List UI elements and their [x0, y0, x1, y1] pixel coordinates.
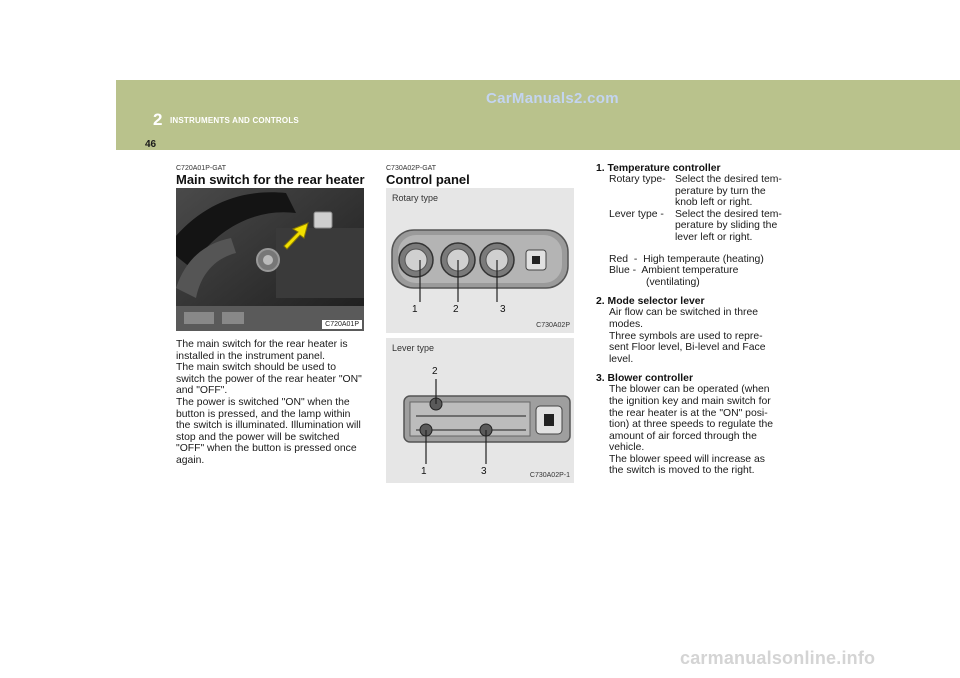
- section-title: Main switch for the rear heater: [176, 172, 365, 187]
- panel-label: Lever type: [392, 343, 435, 353]
- color-legend: Blue - Ambient temperature: [609, 265, 739, 277]
- definition-line: Select the desired tem-: [675, 208, 782, 220]
- section-title: Control panel: [386, 172, 470, 187]
- definition: [675, 174, 792, 209]
- body-line: amount of air forced through the: [609, 430, 757, 442]
- page-number: 46: [145, 139, 157, 150]
- watermark-link[interactable]: CarManuals2.com: [486, 90, 619, 107]
- image-code: C730A02P-1: [529, 472, 570, 479]
- body-line: level.: [609, 353, 634, 365]
- paragraph: The main switch for the rear heater is installed in the instrument panel.: [176, 339, 348, 362]
- image-code: C730A02P: [536, 322, 570, 329]
- body-line: the ignition key and main switch for: [609, 395, 771, 407]
- body-line: the rear heater is at the "ON" posi-: [609, 407, 768, 419]
- rotary-panel: [386, 188, 574, 333]
- left-body: [176, 339, 364, 467]
- definition-line: perature by sliding the: [675, 220, 778, 232]
- definition-line: lever left or right.: [675, 231, 753, 243]
- lever-control-illustration: [386, 338, 574, 483]
- section-code: C720A01P-GAT: [176, 165, 227, 172]
- callout-number: 2: [453, 304, 459, 315]
- definition-row: [609, 209, 792, 244]
- body-line: Three symbols are used to repre-: [609, 330, 763, 342]
- color-legend: Red - High temperaute (heating): [609, 253, 764, 265]
- item-body: [609, 307, 792, 365]
- term: Rotary type-: [609, 174, 666, 185]
- term: Lever type -: [609, 208, 664, 220]
- footer-watermark[interactable]: carmanualsonline.info: [680, 648, 876, 668]
- callout-number: 2: [432, 366, 438, 377]
- header-band: [116, 0, 960, 150]
- body-line: Air flow can be switched in three: [609, 307, 759, 319]
- paragraph: The power is switched "ON" when the button is pressed, and the lamp within the switch is illuminated. Illumination will stop and the power will be switched "OFF" when the button is pressed once again.: [176, 396, 361, 466]
- color-legend: (ventilating): [646, 276, 700, 288]
- dashboard-illustration: [176, 188, 364, 331]
- item-title: 3. Blower controller: [596, 373, 694, 385]
- definition-line: perature by turn the: [675, 185, 766, 197]
- item-title: 2. Mode selector lever: [596, 296, 705, 308]
- callout-number: 3: [500, 304, 506, 315]
- section-code: C730A02P-GAT: [386, 165, 437, 172]
- paragraph: The main switch should be used to switch the power of the rear heater "ON" and "OFF".: [176, 362, 362, 397]
- item-body: [609, 384, 792, 477]
- body-line: The blower speed will increase as: [609, 453, 765, 465]
- chapter-number: 2: [153, 110, 163, 129]
- panel-label: Rotary type: [392, 193, 439, 203]
- body-line: tion) at three speeds to regulate the: [609, 419, 774, 431]
- body-line: vehicle.: [609, 442, 645, 454]
- right-column: [596, 163, 792, 477]
- definition-line: knob left or right.: [675, 197, 753, 209]
- body-line: sent Floor level, Bi-level and Face: [609, 342, 766, 354]
- lever-panel: [386, 338, 574, 483]
- chapter-title: INSTRUMENTS AND CONTROLS: [170, 116, 299, 125]
- definition-line: Select the desired tem-: [675, 174, 782, 185]
- callout-number: 1: [412, 304, 418, 315]
- body-line: the switch is moved to the right.: [609, 465, 755, 477]
- definition-row: [609, 174, 792, 209]
- body-line: modes.: [609, 318, 644, 330]
- heater-switch-photo: [176, 188, 364, 331]
- callout-number: 3: [481, 466, 487, 477]
- definition: [675, 209, 792, 244]
- body-line: The blower can be operated (when: [609, 384, 770, 396]
- item-title: 1. Temperature controller: [596, 163, 721, 174]
- margin-strip: [116, 150, 160, 678]
- image-code: C720A01P: [322, 320, 362, 329]
- callout-number: 1: [421, 466, 427, 477]
